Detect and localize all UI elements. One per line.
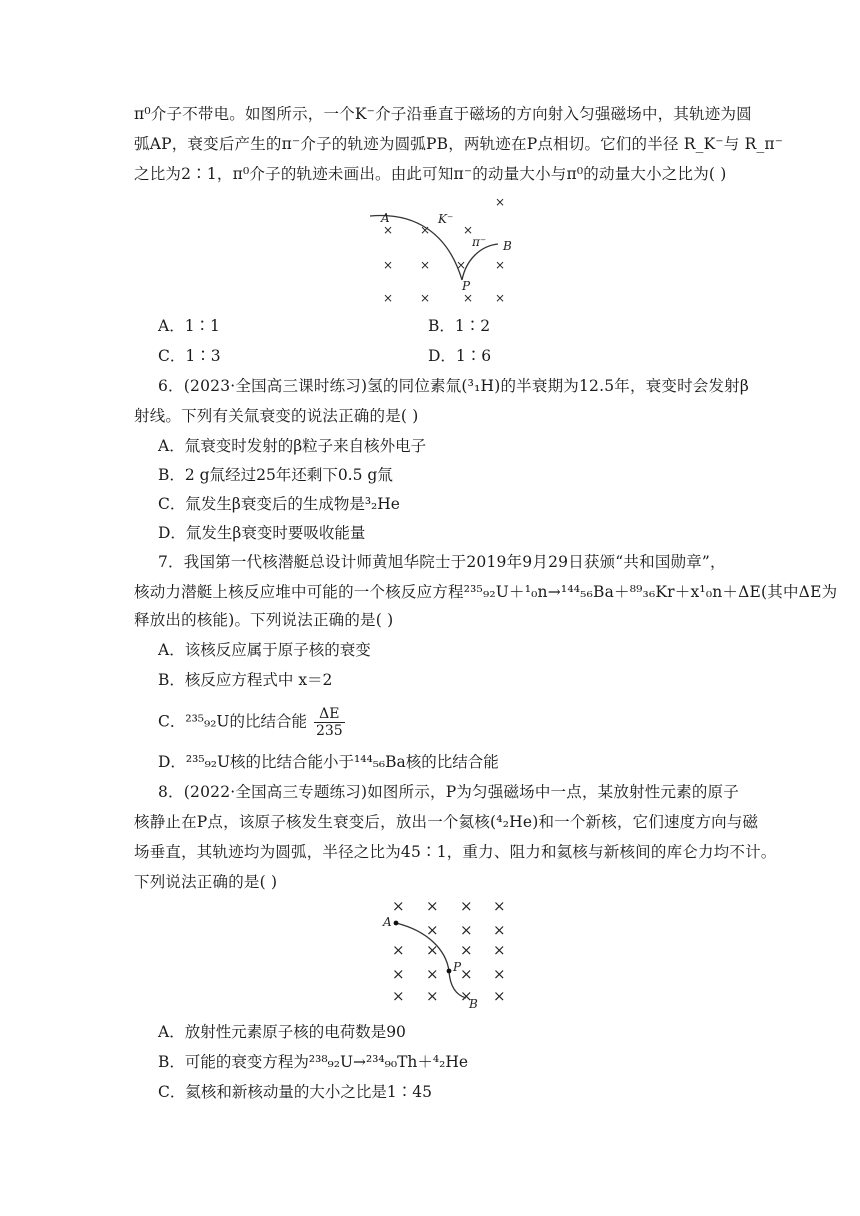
q8-field-cross: × — [392, 897, 405, 915]
q8-text-line-3: 场垂直，其轨迹均为圆弧，半径之比为45∶1，重力、阻力和氦核与新核间的库仑力均不计。 — [134, 843, 777, 861]
q5-label-b: B — [503, 239, 512, 253]
q8-field-cross: × — [460, 965, 473, 983]
q8-field-cross: × — [426, 897, 439, 915]
q5-label-k-meson: K⁻ — [438, 212, 454, 226]
q7-option-c-denominator: 235 — [315, 723, 343, 739]
q7-text-line-2: 核动力潜艇上核反应堆中可能的一个核反应方程²³⁵₉₂U＋¹₀n→¹⁴⁴₅₆Ba＋⁸⁹₃₆Kr＋x¹₀n＋ΔE(其中ΔE为 — [134, 583, 838, 601]
q8-label-b: B — [469, 997, 478, 1011]
q5-field-cross: × — [456, 258, 467, 272]
q8-field-cross: × — [392, 987, 405, 1005]
q5-field-cross: × — [383, 258, 394, 272]
q5-field-cross: × — [495, 258, 506, 272]
q8-text-line-4: 下列说法正确的是( ) — [134, 873, 278, 891]
q7-text-line-1: 7．我国第一代核潜艇总设计师黄旭华院士于2019年9月29日获颁“共和国勋章”， — [158, 553, 726, 571]
q8-field-cross: × — [426, 941, 439, 959]
q8-point-a — [394, 921, 399, 926]
q5-text-line-2: 弧AP，衰变后产生的π⁻介子的轨迹为圆弧PB，两轨迹在P点相切。它们的半径 R_K⁻与 R_π⁻ — [134, 135, 784, 153]
q8-field-cross: × — [392, 941, 405, 959]
q8-field-cross: × — [460, 987, 473, 1005]
q5-field-cross: × — [463, 291, 474, 305]
q6-option-d[interactable]: D．氚发生β衰变时要吸收能量 — [158, 524, 366, 542]
q5-text-line-3: 之比为2∶1，π⁰介子的轨迹未画出。由此可知π⁻的动量大小与π⁰的动量大小之比为( ) — [134, 165, 727, 183]
q5-label-a: A — [381, 211, 390, 225]
q8-magnetic-field-figure — [380, 895, 515, 1013]
q6-text-line-2: 射线。下列有关氚衰变的说法正确的是( ) — [134, 407, 419, 425]
q8-field-cross: × — [426, 965, 439, 983]
q8-field-cross: × — [426, 987, 439, 1005]
q8-field-cross: × — [493, 941, 506, 959]
q5-label-pi-meson: π⁻ — [472, 235, 487, 249]
q5-option-c[interactable]: C．1∶3 — [158, 347, 221, 365]
q5-label-p: P — [462, 279, 471, 293]
q5-arc-pb — [462, 244, 498, 280]
q7-option-b[interactable]: B．核反应方程式中 x＝2 — [158, 671, 333, 689]
q5-field-cross: × — [495, 291, 506, 305]
q5-option-b[interactable]: B．1∶2 — [428, 317, 491, 335]
q8-text-line-1: 8．(2022·全国高三专题练习)如图所示，P为匀强磁场中一点，某放射性元素的原子 — [158, 783, 739, 801]
q8-field-cross: × — [460, 897, 473, 915]
q6-option-a[interactable]: A．氚衰变时发射的β粒子来自核外电子 — [158, 437, 427, 455]
q6-option-b[interactable]: B．2 g氚经过25年还剩下0.5 g氚 — [158, 466, 393, 484]
q5-field-cross: × — [420, 223, 431, 237]
q6-option-c[interactable]: C．氚发生β衰变后的生成物是³₂He — [158, 495, 400, 513]
q8-label-a: A — [383, 915, 392, 929]
q5-field-cross: × — [420, 291, 431, 305]
q5-text-line-1: π⁰介子不带电。如图所示，一个K⁻介子沿垂直于磁场的方向射入匀强磁场中，其轨迹为圆 — [134, 105, 752, 123]
q5-option-d[interactable]: D．1∶6 — [428, 347, 492, 365]
q7-option-c[interactable] — [158, 706, 345, 739]
q8-option-c[interactable]: C．氦核和新核动量的大小之比是1∶45 — [158, 1083, 432, 1101]
q5-field-cross: × — [495, 198, 506, 209]
q5-field-cross: × — [463, 223, 474, 237]
q5-magnetic-field-figure — [370, 198, 520, 310]
q8-point-p — [447, 969, 452, 974]
q8-field-cross: × — [426, 921, 439, 939]
q8-field-cross: × — [460, 921, 473, 939]
q8-field-cross: × — [493, 897, 506, 915]
q7-text-line-3: 释放出的核能)。下列说法正确的是( ) — [134, 611, 394, 629]
q8-field-cross: × — [460, 941, 473, 959]
q7-option-c-fraction — [314, 706, 345, 739]
q8-field-cross: × — [392, 965, 405, 983]
q8-option-a[interactable]: A．放射性元素原子核的电荷数是90 — [158, 1023, 406, 1041]
q7-option-a[interactable]: A．该核反应属于原子核的衰变 — [158, 641, 371, 659]
q8-option-b[interactable]: B．可能的衰变方程为²³⁸₉₂U→²³⁴₉₀Th＋⁴₂He — [158, 1053, 469, 1071]
q5-field-cross: × — [383, 291, 394, 305]
q5-field-cross: × — [383, 223, 394, 237]
q7-option-c-numerator: ΔE — [314, 706, 345, 723]
q7-option-c-prefix: C．²³⁵₉₂U的比结合能 — [158, 712, 307, 731]
q8-text-line-2: 核静止在P点，该原子核发生衰变后，放出一个氦核(⁴₂He)和一个新核，它们速度方向与磁 — [134, 813, 759, 831]
q6-text-line-1: 6．(2023·全国高三课时练习)氢的同位素氚(³₁H)的半衰期为12.5年，衰变时会发射β — [158, 377, 750, 395]
q8-label-p: P — [453, 960, 462, 974]
q5-option-a[interactable]: A．1∶1 — [158, 317, 220, 335]
q8-field-cross: × — [493, 987, 506, 1005]
q8-field-cross: × — [493, 965, 506, 983]
q7-option-d[interactable]: D．²³⁵₉₂U核的比结合能小于¹⁴⁴₅₆Ba核的比结合能 — [158, 753, 499, 771]
q8-field-cross: × — [493, 921, 506, 939]
q5-field-cross: × — [420, 258, 431, 272]
